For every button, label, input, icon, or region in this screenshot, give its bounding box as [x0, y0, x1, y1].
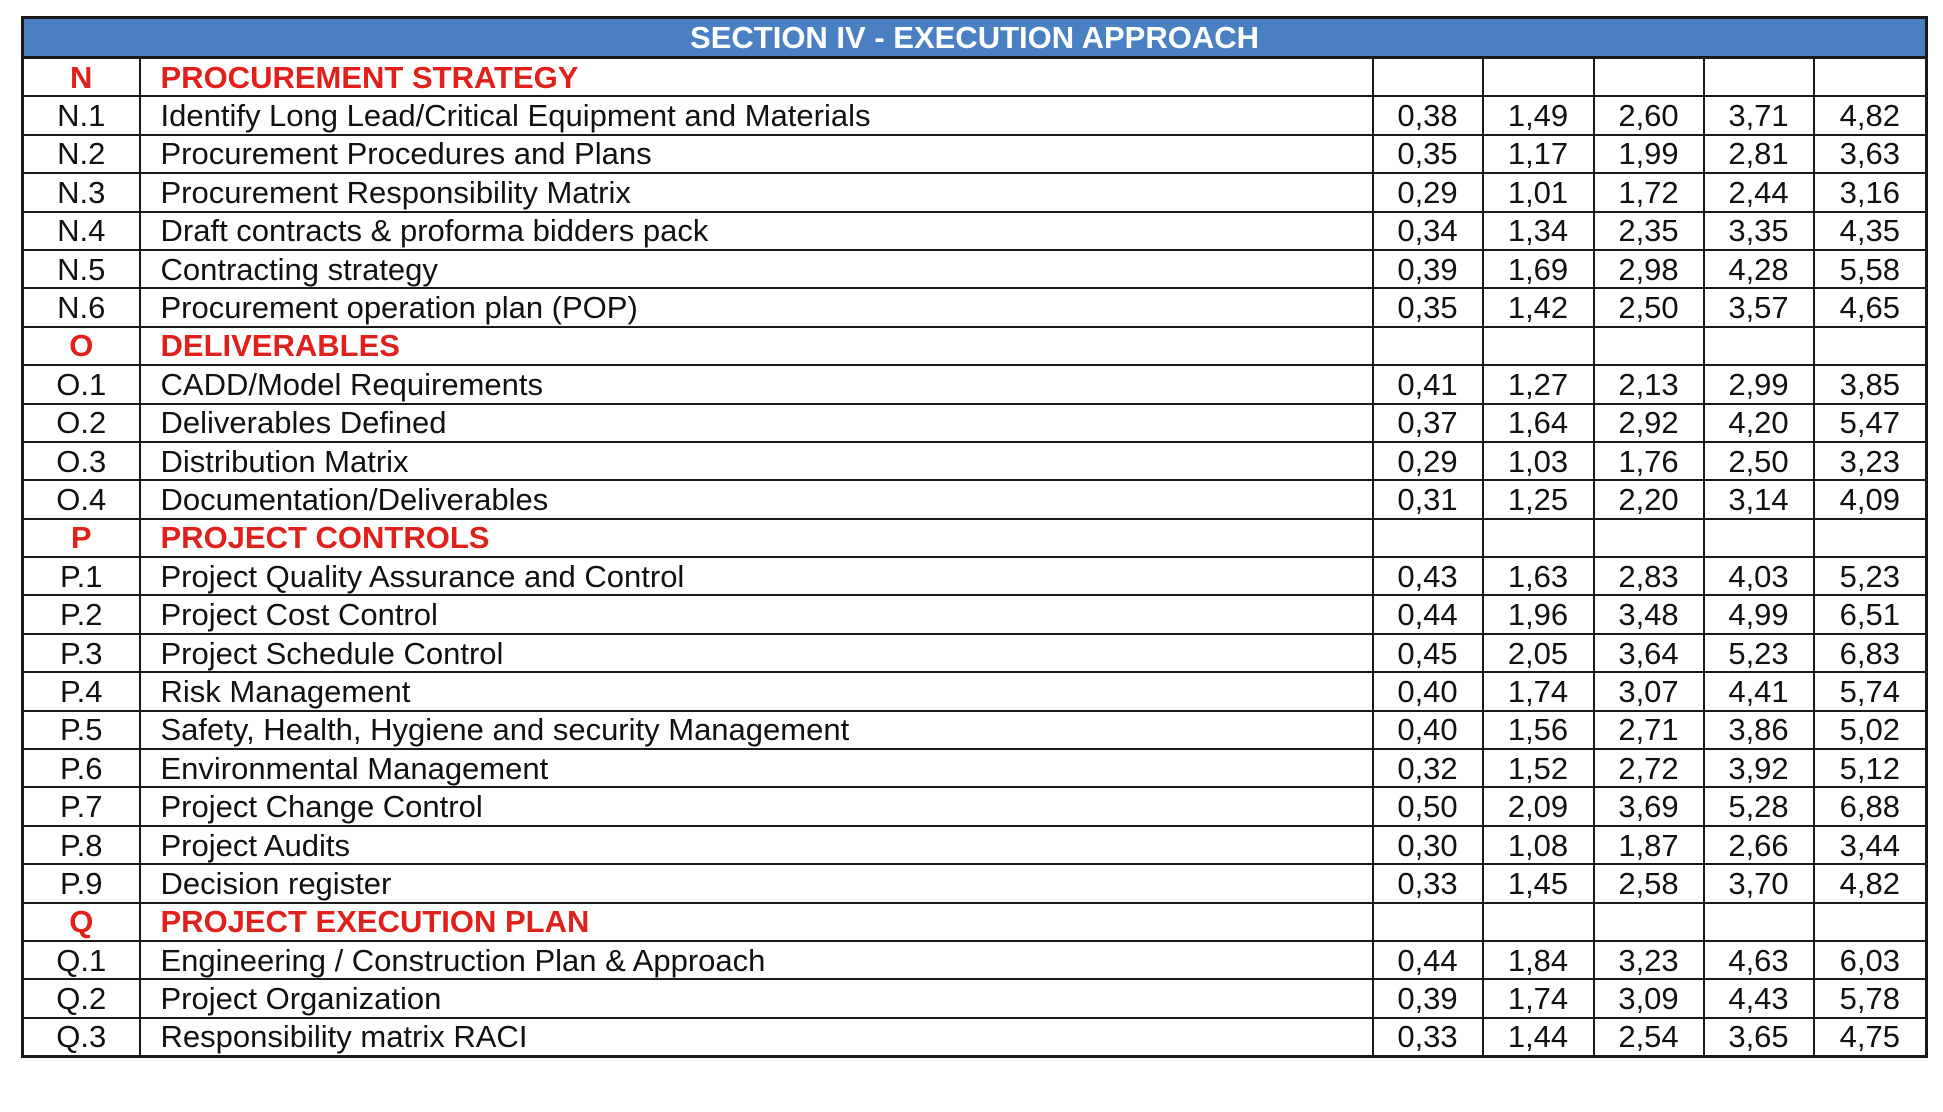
- value-cell: 3,86: [1704, 711, 1814, 749]
- group-title: PROJECT EXECUTION PLAN: [140, 903, 1373, 941]
- table-row: [23, 404, 1927, 442]
- value-cell: 5,23: [1704, 634, 1814, 672]
- table-row: [23, 941, 1927, 979]
- value-cell: 5,02: [1814, 711, 1927, 749]
- empty-cell: [1483, 903, 1594, 941]
- value-cell: 0,29: [1373, 173, 1483, 211]
- item-description: Project Change Control: [140, 787, 1373, 825]
- item-description: Responsibility matrix RACI: [140, 1018, 1373, 1057]
- empty-cell: [1594, 327, 1704, 365]
- value-cell: 0,45: [1373, 634, 1483, 672]
- value-cell: 4,43: [1704, 979, 1814, 1017]
- value-cell: 1,08: [1483, 826, 1594, 864]
- value-cell: 0,33: [1373, 1018, 1483, 1057]
- value-cell: 0,43: [1373, 557, 1483, 595]
- value-cell: 6,51: [1814, 595, 1927, 633]
- empty-cell: [1373, 903, 1483, 941]
- empty-cell: [1373, 327, 1483, 365]
- value-cell: 4,99: [1704, 595, 1814, 633]
- item-code: P.9: [23, 864, 140, 902]
- execution-approach-table: [21, 16, 1928, 1058]
- value-cell: 2,66: [1704, 826, 1814, 864]
- value-cell: 3,85: [1814, 365, 1927, 403]
- item-code: O.4: [23, 480, 140, 518]
- value-cell: 5,58: [1814, 250, 1927, 288]
- item-description: Identify Long Lead/Critical Equipment and Materials: [140, 96, 1373, 134]
- value-cell: 1,34: [1483, 212, 1594, 250]
- value-cell: 3,09: [1594, 979, 1704, 1017]
- group-row: [23, 58, 1927, 97]
- value-cell: 1,74: [1483, 979, 1594, 1017]
- value-cell: 0,35: [1373, 288, 1483, 326]
- empty-cell: [1814, 327, 1927, 365]
- value-cell: 1,49: [1483, 96, 1594, 134]
- value-cell: 1,44: [1483, 1018, 1594, 1057]
- empty-cell: [1704, 58, 1814, 97]
- group-row: [23, 903, 1927, 941]
- value-cell: 1,74: [1483, 672, 1594, 710]
- item-code: O.2: [23, 404, 140, 442]
- value-cell: 4,82: [1814, 96, 1927, 134]
- table-row: [23, 442, 1927, 480]
- value-cell: 3,07: [1594, 672, 1704, 710]
- value-cell: 5,28: [1704, 787, 1814, 825]
- value-cell: 2,13: [1594, 365, 1704, 403]
- table-row: [23, 135, 1927, 173]
- item-code: P.4: [23, 672, 140, 710]
- value-cell: 3,14: [1704, 480, 1814, 518]
- table-row: [23, 749, 1927, 787]
- value-cell: 4,03: [1704, 557, 1814, 595]
- table-row: [23, 826, 1927, 864]
- execution-approach-sheet: [21, 16, 1925, 1058]
- value-cell: 2,44: [1704, 173, 1814, 211]
- table-row: [23, 557, 1927, 595]
- empty-cell: [1373, 58, 1483, 97]
- value-cell: 2,35: [1594, 212, 1704, 250]
- value-cell: 1,52: [1483, 749, 1594, 787]
- value-cell: 0,39: [1373, 250, 1483, 288]
- value-cell: 1,25: [1483, 480, 1594, 518]
- value-cell: 0,29: [1373, 442, 1483, 480]
- item-code: P.8: [23, 826, 140, 864]
- table-row: [23, 634, 1927, 672]
- value-cell: 3,64: [1594, 634, 1704, 672]
- value-cell: 6,83: [1814, 634, 1927, 672]
- item-description: Project Quality Assurance and Control: [140, 557, 1373, 595]
- value-cell: 4,65: [1814, 288, 1927, 326]
- item-code: N.1: [23, 96, 140, 134]
- empty-cell: [1594, 58, 1704, 97]
- empty-cell: [1483, 58, 1594, 97]
- value-cell: 1,76: [1594, 442, 1704, 480]
- table-row: [23, 711, 1927, 749]
- value-cell: 5,78: [1814, 979, 1927, 1017]
- value-cell: 3,70: [1704, 864, 1814, 902]
- value-cell: 0,31: [1373, 480, 1483, 518]
- value-cell: 0,34: [1373, 212, 1483, 250]
- item-description: Distribution Matrix: [140, 442, 1373, 480]
- empty-cell: [1814, 58, 1927, 97]
- empty-cell: [1483, 327, 1594, 365]
- value-cell: 1,72: [1594, 173, 1704, 211]
- value-cell: 2,60: [1594, 96, 1704, 134]
- value-cell: 0,35: [1373, 135, 1483, 173]
- item-code: N.3: [23, 173, 140, 211]
- empty-cell: [1483, 519, 1594, 557]
- value-cell: 2,83: [1594, 557, 1704, 595]
- value-cell: 3,57: [1704, 288, 1814, 326]
- item-description: Safety, Health, Hygiene and security Management: [140, 711, 1373, 749]
- value-cell: 0,32: [1373, 749, 1483, 787]
- item-code: P.7: [23, 787, 140, 825]
- value-cell: 2,50: [1704, 442, 1814, 480]
- item-code: O.1: [23, 365, 140, 403]
- table-row: [23, 288, 1927, 326]
- value-cell: 3,16: [1814, 173, 1927, 211]
- value-cell: 0,33: [1373, 864, 1483, 902]
- value-cell: 2,20: [1594, 480, 1704, 518]
- value-cell: 2,98: [1594, 250, 1704, 288]
- value-cell: 0,41: [1373, 365, 1483, 403]
- value-cell: 4,28: [1704, 250, 1814, 288]
- value-cell: 3,44: [1814, 826, 1927, 864]
- value-cell: 3,35: [1704, 212, 1814, 250]
- value-cell: 1,69: [1483, 250, 1594, 288]
- item-code: P.1: [23, 557, 140, 595]
- table-row: [23, 864, 1927, 902]
- value-cell: 5,47: [1814, 404, 1927, 442]
- table-row: [23, 672, 1927, 710]
- item-code: N.5: [23, 250, 140, 288]
- value-cell: 3,48: [1594, 595, 1704, 633]
- value-cell: 1,96: [1483, 595, 1594, 633]
- group-code: Q: [23, 903, 140, 941]
- value-cell: 5,23: [1814, 557, 1927, 595]
- section-header-row: [23, 18, 1927, 58]
- value-cell: 3,23: [1594, 941, 1704, 979]
- value-cell: 2,92: [1594, 404, 1704, 442]
- item-description: Risk Management: [140, 672, 1373, 710]
- value-cell: 0,44: [1373, 941, 1483, 979]
- item-description: Contracting strategy: [140, 250, 1373, 288]
- value-cell: 3,69: [1594, 787, 1704, 825]
- table-row: [23, 787, 1927, 825]
- value-cell: 2,54: [1594, 1018, 1704, 1057]
- value-cell: 0,40: [1373, 672, 1483, 710]
- value-cell: 1,64: [1483, 404, 1594, 442]
- item-description: CADD/Model Requirements: [140, 365, 1373, 403]
- value-cell: 1,42: [1483, 288, 1594, 326]
- value-cell: 1,99: [1594, 135, 1704, 173]
- empty-cell: [1814, 519, 1927, 557]
- item-description: Engineering / Construction Plan & Approach: [140, 941, 1373, 979]
- group-row: [23, 519, 1927, 557]
- item-description: Documentation/Deliverables: [140, 480, 1373, 518]
- value-cell: 2,81: [1704, 135, 1814, 173]
- value-cell: 1,01: [1483, 173, 1594, 211]
- value-cell: 4,75: [1814, 1018, 1927, 1057]
- value-cell: 4,35: [1814, 212, 1927, 250]
- value-cell: 1,87: [1594, 826, 1704, 864]
- table-row: [23, 595, 1927, 633]
- value-cell: 2,72: [1594, 749, 1704, 787]
- value-cell: 1,63: [1483, 557, 1594, 595]
- item-description: Decision register: [140, 864, 1373, 902]
- group-title: PROCUREMENT STRATEGY: [140, 58, 1373, 97]
- table-row: [23, 250, 1927, 288]
- table-row: [23, 480, 1927, 518]
- value-cell: 4,82: [1814, 864, 1927, 902]
- value-cell: 3,71: [1704, 96, 1814, 134]
- value-cell: 1,56: [1483, 711, 1594, 749]
- table-row: [23, 1018, 1927, 1057]
- empty-cell: [1704, 519, 1814, 557]
- value-cell: 5,74: [1814, 672, 1927, 710]
- empty-cell: [1704, 903, 1814, 941]
- value-cell: 6,88: [1814, 787, 1927, 825]
- table-row: [23, 979, 1927, 1017]
- empty-cell: [1594, 519, 1704, 557]
- value-cell: 1,45: [1483, 864, 1594, 902]
- item-code: N.2: [23, 135, 140, 173]
- value-cell: 2,09: [1483, 787, 1594, 825]
- item-description: Project Audits: [140, 826, 1373, 864]
- group-title: PROJECT CONTROLS: [140, 519, 1373, 557]
- empty-cell: [1594, 903, 1704, 941]
- item-description: Draft contracts & proforma bidders pack: [140, 212, 1373, 250]
- item-description: Deliverables Defined: [140, 404, 1373, 442]
- item-code: Q.3: [23, 1018, 140, 1057]
- value-cell: 4,20: [1704, 404, 1814, 442]
- value-cell: 0,30: [1373, 826, 1483, 864]
- value-cell: 0,50: [1373, 787, 1483, 825]
- item-code: P.3: [23, 634, 140, 672]
- value-cell: 2,05: [1483, 634, 1594, 672]
- value-cell: 2,50: [1594, 288, 1704, 326]
- item-description: Procurement Responsibility Matrix: [140, 173, 1373, 211]
- value-cell: 4,63: [1704, 941, 1814, 979]
- value-cell: 1,27: [1483, 365, 1594, 403]
- item-code: P.6: [23, 749, 140, 787]
- group-row: [23, 327, 1927, 365]
- item-description: Project Schedule Control: [140, 634, 1373, 672]
- value-cell: 3,63: [1814, 135, 1927, 173]
- value-cell: 4,41: [1704, 672, 1814, 710]
- value-cell: 1,03: [1483, 442, 1594, 480]
- group-code: O: [23, 327, 140, 365]
- value-cell: 0,44: [1373, 595, 1483, 633]
- item-description: Environmental Management: [140, 749, 1373, 787]
- table-row: [23, 212, 1927, 250]
- item-code: P.2: [23, 595, 140, 633]
- value-cell: 1,17: [1483, 135, 1594, 173]
- group-title: DELIVERABLES: [140, 327, 1373, 365]
- value-cell: 0,40: [1373, 711, 1483, 749]
- empty-cell: [1373, 519, 1483, 557]
- value-cell: 6,03: [1814, 941, 1927, 979]
- table-row: [23, 173, 1927, 211]
- item-code: Q.1: [23, 941, 140, 979]
- item-code: P.5: [23, 711, 140, 749]
- value-cell: 3,65: [1704, 1018, 1814, 1057]
- item-code: N.6: [23, 288, 140, 326]
- item-code: Q.2: [23, 979, 140, 1017]
- group-code: P: [23, 519, 140, 557]
- item-code: O.3: [23, 442, 140, 480]
- empty-cell: [1814, 903, 1927, 941]
- value-cell: 2,71: [1594, 711, 1704, 749]
- section-title: SECTION IV - EXECUTION APPROACH: [23, 18, 1927, 58]
- value-cell: 3,92: [1704, 749, 1814, 787]
- item-description: Project Cost Control: [140, 595, 1373, 633]
- item-code: N.4: [23, 212, 140, 250]
- value-cell: 2,58: [1594, 864, 1704, 902]
- item-description: Procurement operation plan (POP): [140, 288, 1373, 326]
- item-description: Project Organization: [140, 979, 1373, 1017]
- table-row: [23, 96, 1927, 134]
- value-cell: 1,84: [1483, 941, 1594, 979]
- value-cell: 3,23: [1814, 442, 1927, 480]
- value-cell: 0,39: [1373, 979, 1483, 1017]
- value-cell: 2,99: [1704, 365, 1814, 403]
- value-cell: 5,12: [1814, 749, 1927, 787]
- value-cell: 0,37: [1373, 404, 1483, 442]
- empty-cell: [1704, 327, 1814, 365]
- value-cell: 0,38: [1373, 96, 1483, 134]
- group-code: N: [23, 58, 140, 97]
- item-description: Procurement Procedures and Plans: [140, 135, 1373, 173]
- table-row: [23, 365, 1927, 403]
- value-cell: 4,09: [1814, 480, 1927, 518]
